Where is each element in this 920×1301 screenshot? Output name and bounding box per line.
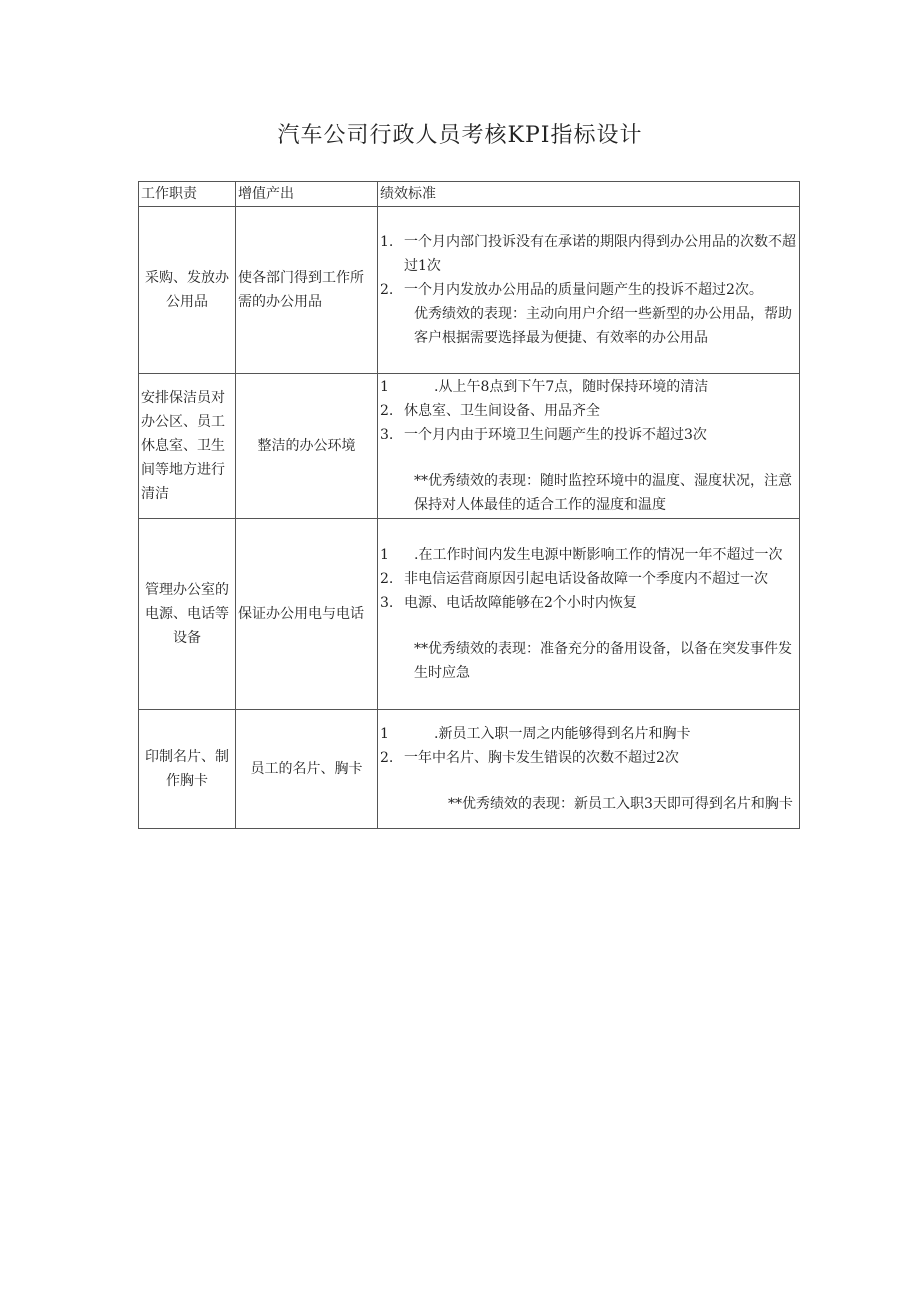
item-number: 2. <box>380 403 394 419</box>
item-text: 休息室、卫生间设备、用品齐全 <box>404 403 600 419</box>
table-header-row <box>139 182 800 207</box>
item-number: 1. <box>380 234 394 250</box>
item-text: 非电信运营商原因引起电话设备故障一个季度内不超过一次 <box>404 571 768 587</box>
spacer <box>380 770 797 792</box>
header-standard: 绩效标准 <box>378 182 800 207</box>
list-item <box>380 423 797 447</box>
list-item <box>380 591 797 615</box>
standard-cell <box>378 374 800 519</box>
page-title: 汽车公司行政人员考核KPI指标设计 <box>277 123 643 148</box>
excellence-note: **优秀绩效的表现：随时监控环境中的温度、湿度状况，注意保持对人体最佳的适合工作的湿度和温度 <box>414 473 792 513</box>
list-item <box>380 375 797 399</box>
spacer <box>380 447 797 469</box>
output-cell: 使各部门得到工作所需的办公用品 <box>236 207 378 374</box>
output-cell: 保证办公用电与电话 <box>236 519 378 710</box>
table-row <box>139 374 800 519</box>
item-number: 1 <box>380 379 389 395</box>
item-text: 电源、电话故障能够在2个小时内恢复 <box>404 595 637 611</box>
output-cell: 整洁的办公环境 <box>236 374 378 519</box>
excellence-note: **优秀绩效的表现：准备充分的备用设备，以备在突发事件发生时应急 <box>414 641 792 681</box>
list-item <box>380 230 797 278</box>
output-cell: 员工的名片、胸卡 <box>236 710 378 829</box>
list-item <box>380 543 797 567</box>
item-text: 一个月内部门投诉没有在承诺的期限内得到办公用品的次数不超过1次 <box>404 234 796 274</box>
standard-cell <box>378 519 800 710</box>
item-text: .从上午8点到下午7点，随时保持环境的清洁 <box>434 379 709 395</box>
duty-cell: 管理办公室的电源、电话等设备 <box>139 519 236 710</box>
standard-cell <box>378 710 800 829</box>
item-number: 2. <box>380 750 394 766</box>
list-item <box>380 399 797 423</box>
duty-cell: 印制名片、制作胸卡 <box>139 710 236 829</box>
item-number: 2. <box>380 282 394 298</box>
item-number: 2. <box>380 571 394 587</box>
list-item <box>380 278 797 302</box>
list-item <box>380 722 797 746</box>
table-row <box>139 207 800 374</box>
item-text: 一年中名片、胸卡发生错误的次数不超过2次 <box>404 750 679 766</box>
list-item <box>380 567 797 591</box>
item-number: 3. <box>380 595 394 611</box>
item-text: 一个月内由于环境卫生问题产生的投诉不超过3次 <box>404 427 707 443</box>
item-text: .新员工入职一周之内能够得到名片和胸卡 <box>434 726 691 742</box>
duty-cell: 安排保洁员对办公区、员工休息室、卫生间等地方进行清洁 <box>139 374 236 519</box>
table-row <box>139 519 800 710</box>
header-duty: 工作职责 <box>139 182 236 207</box>
spacer <box>380 615 797 637</box>
item-text: 一个月内发放办公用品的质量问题产生的投诉不超过2次。 <box>404 282 763 298</box>
duty-cell: 采购、发放办公用品 <box>139 207 236 374</box>
kpi-table <box>138 181 800 829</box>
table-row <box>139 710 800 829</box>
excellence-note: 优秀绩效的表现：主动向用户介绍一些新型的办公用品，帮助客户根据需要选择最为便捷、有效率的办公用品 <box>414 306 792 346</box>
item-text: .在工作时间内发生电源中断影响工作的情况一年不超过一次 <box>414 547 783 563</box>
standard-cell <box>378 207 800 374</box>
list-item <box>380 746 797 770</box>
item-number: 3. <box>380 427 394 443</box>
excellence-note: **优秀绩效的表现：新员工入职3天即可得到名片和胸卡 <box>448 796 793 812</box>
header-output: 增值产出 <box>236 182 378 207</box>
item-number: 1 <box>380 726 389 742</box>
item-number: 1 <box>380 547 389 563</box>
